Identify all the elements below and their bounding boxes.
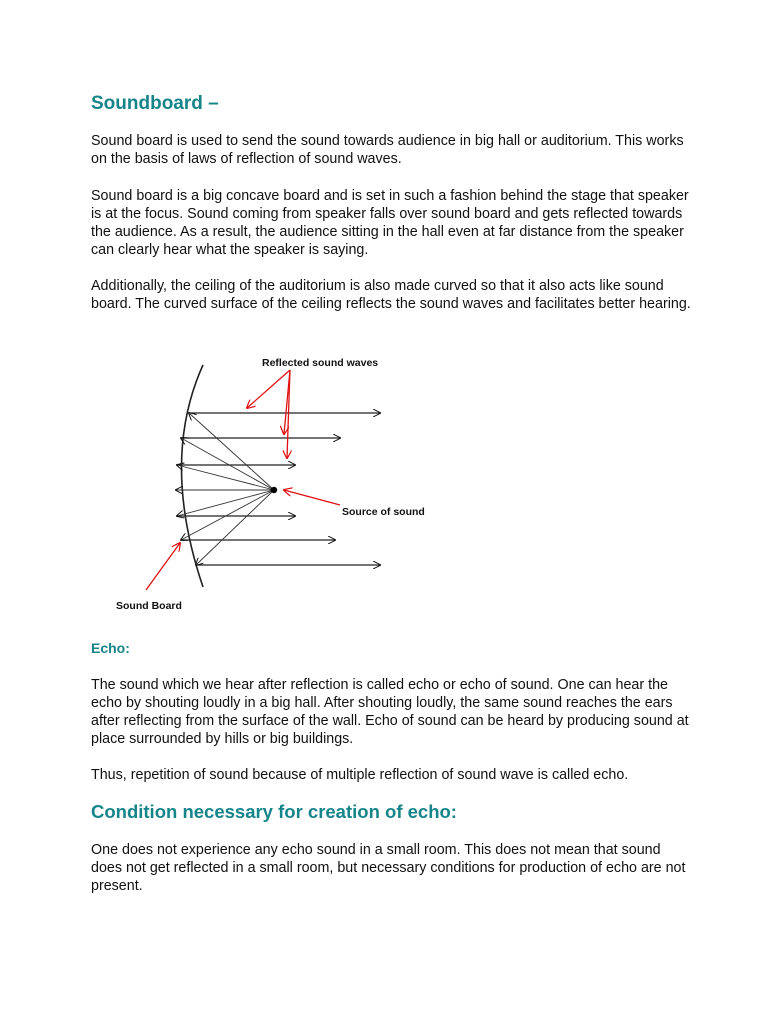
heading-echo: Echo: <box>91 640 130 656</box>
paragraph-soundboard-3: Additionally, the ceiling of the auditorium is also made curved so that it also acts like sound board. The curved surface of the ceiling reflects the sound waves and facilitates better hearing. <box>91 278 691 312</box>
paragraph-echo-1: The sound which we hear after reflection is called echo or echo of sound. One can hear the echo by shouting loudly in a big hall. After shouting loudly, the same sound reaches the ears after reflecting from the surface of the wall. Echo of sound can be heard by producing sound at place surrounded by hills or big buildings. <box>91 677 689 747</box>
incident-ray <box>177 465 274 490</box>
soundboard-diagram <box>100 340 460 620</box>
sound-source-dot <box>271 487 277 493</box>
paragraph-echo-2: Thus, repetition of sound because of multiple reflection of sound wave is called echo. <box>91 767 629 783</box>
incident-ray <box>196 490 274 565</box>
label-sound-board: Sound Board <box>116 600 182 612</box>
incident-ray <box>189 413 274 490</box>
paragraph-soundboard-2: Sound board is a big concave board and is set in such a fashion behind the stage that speaker is at the focus. Sound coming from speaker falls over sound board and gets reflected towards the audience. As a result, the audience sitting in the hall even at far distance from the speaker can clearly hear what the speaker is saying. <box>91 188 689 258</box>
label-source-of-sound: Source of sound <box>342 506 425 518</box>
annotation-arrows <box>146 370 340 590</box>
incident-ray <box>177 490 274 516</box>
incident-ray <box>181 438 274 490</box>
incident-ray <box>181 490 274 540</box>
sound-board-curve <box>182 365 204 587</box>
heading-condition: Condition necessary for creation of echo: <box>91 801 457 822</box>
board-pointer <box>146 543 180 590</box>
paragraph-soundboard-1: Sound board is used to send the sound towards audience in big hall or auditorium. This works on the basis of laws of reflection of sound waves. <box>91 133 684 167</box>
label-reflected-sound-waves: Reflected sound waves <box>262 357 379 369</box>
source-pointer <box>284 490 340 505</box>
reflected-pointer-1 <box>247 370 290 408</box>
paragraph-condition: One does not experience any echo sound in a small room. This does not mean that sound does not get reflected in a small room, but necessary conditions for production of echo are not present. <box>91 842 686 894</box>
heading-soundboard: Soundboard – <box>91 93 219 114</box>
reflected-rays <box>177 413 380 565</box>
